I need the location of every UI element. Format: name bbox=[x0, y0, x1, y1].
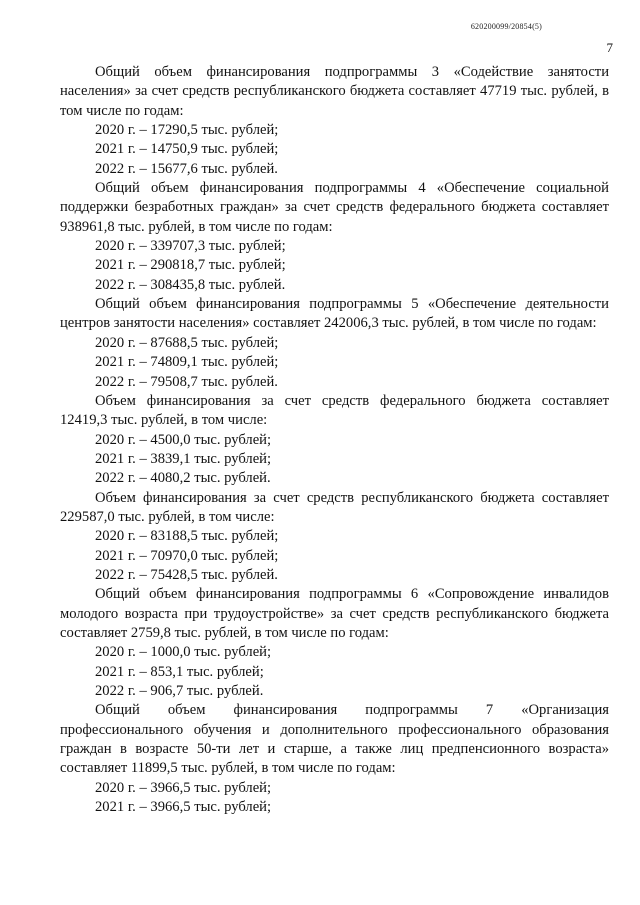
funding-year-line: 2020 г. – 339707,3 тыс. рублей; bbox=[95, 238, 286, 255]
page-number: 7 bbox=[606, 40, 613, 55]
funding-year-line: 2022 г. – 4080,2 тыс. рублей. bbox=[95, 470, 271, 487]
funding-year-line: 2020 г. – 3966,5 тыс. рублей; bbox=[95, 779, 272, 796]
funding-year-line: 2020 г. – 17290,5 тыс. рублей; bbox=[95, 122, 279, 139]
funding-year-line: 2020 г. – 87688,5 тыс. рублей; bbox=[95, 334, 279, 351]
funding-year-line: 2022 г. – 79508,7 тыс. рублей. bbox=[95, 373, 278, 390]
funding-year-line: 2022 г. – 75428,5 тыс. рублей. bbox=[95, 566, 278, 583]
funding-year-line: 2022 г. – 15677,6 тыс. рублей. bbox=[95, 160, 278, 177]
funding-year-line: 2020 г. – 83188,5 тыс. рублей; bbox=[95, 528, 279, 545]
funding-year-line: 2021 г. – 290818,7 тыс. рублей; bbox=[95, 257, 286, 274]
funding-paragraph: Общий объем финансирования подпрограммы 4 «Обеспечение социальной поддержки безработных граждан» за счет средств федерального бюджета составляет 938961,8 тыс. рублей, в том числе по годам: bbox=[60, 180, 609, 235]
funding-paragraph: Общий объем финансирования подпрограммы 6 «Сопровождение инвалидов молодого возраста при трудоустройстве» за счет средств республиканского бюджета составляет 2759,8 тыс. рублей, в том числе по годам: bbox=[60, 586, 609, 641]
funding-year-line: 2021 г. – 853,1 тыс. рублей; bbox=[95, 663, 264, 680]
funding-paragraph: Общий объем финансирования подпрограммы 5 «Обеспечение деятельности центров занятости населения» составляет 242006,3 тыс. рублей, в том числе по годам: bbox=[60, 296, 609, 332]
funding-year-line: 2022 г. – 906,7 тыс. рублей. bbox=[95, 683, 264, 699]
funding-year-line: 2020 г. – 1000,0 тыс. рублей; bbox=[95, 644, 272, 661]
funding-year-line: 2021 г. – 3966,5 тыс. рублей; bbox=[95, 799, 272, 816]
funding-year-line: 2022 г. – 308435,8 тыс. рублей. bbox=[95, 276, 286, 293]
funding-paragraph: Общий объем финансирования подпрограммы 7 «Организация профессионального обучения и дополнительного профессионального образования граждан в возрасте 50-ти лет и старше, а также лиц предпенсионного возраста» составляет 11899,5 тыс. рублей, в том числе по годам: bbox=[60, 702, 609, 777]
funding-year-line: 2020 г. – 4500,0 тыс. рублей; bbox=[95, 431, 272, 448]
funding-year-line: 2021 г. – 3839,1 тыс. рублей; bbox=[95, 450, 272, 467]
funding-year-line: 2021 г. – 70970,0 тыс. рублей; bbox=[95, 547, 279, 564]
funding-year-line: 2021 г. – 74809,1 тыс. рублей; bbox=[95, 354, 279, 371]
funding-paragraph: Общий объем финансирования подпрограммы 3 «Содействие занятости населения» за счет средств республиканского бюджета составляет 47719 тыс. рублей, в том числе по годам: bbox=[60, 64, 609, 119]
funding-paragraph: Объем финансирования за счет средств республиканского бюджета составляет 229587,0 тыс. рублей, в том числе: bbox=[60, 489, 609, 525]
funding-year-line: 2021 г. – 14750,9 тыс. рублей; bbox=[95, 141, 279, 158]
document-body bbox=[60, 63, 609, 817]
document-id: 620200099/20854(5) bbox=[470, 22, 542, 31]
funding-paragraph: Объем финансирования за счет средств федерального бюджета составляет 12419,3 тыс. рублей, в том числе: bbox=[60, 392, 609, 429]
